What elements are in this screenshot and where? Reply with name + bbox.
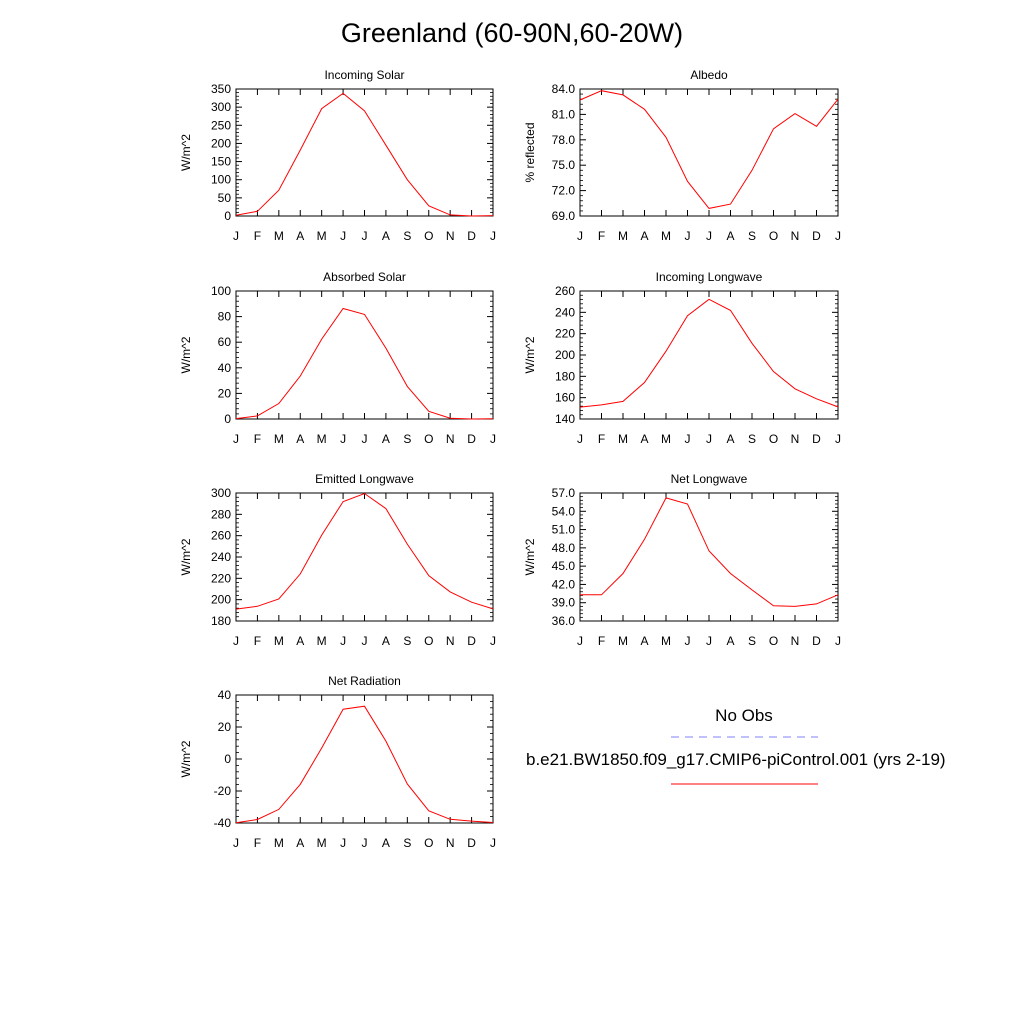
x-tick-label: A bbox=[726, 634, 735, 648]
data-point bbox=[751, 169, 753, 171]
x-tick-label: A bbox=[640, 229, 649, 243]
x-tick-label: F bbox=[597, 229, 606, 243]
data-point bbox=[406, 543, 408, 545]
data-point bbox=[470, 601, 472, 603]
data-point bbox=[235, 417, 237, 419]
x-tick-label: N bbox=[445, 229, 455, 243]
panel-1 bbox=[179, 68, 496, 243]
y-tick-label: 200 bbox=[210, 136, 231, 151]
x-tick-label: J bbox=[684, 432, 691, 446]
data-point bbox=[600, 404, 602, 406]
data-point bbox=[794, 605, 796, 607]
x-tick-label: M bbox=[273, 432, 284, 446]
data-point bbox=[772, 605, 774, 607]
data-point bbox=[600, 594, 602, 596]
y-tick-label: 75.0 bbox=[551, 158, 575, 173]
data-point bbox=[385, 740, 387, 742]
panel-4 bbox=[523, 270, 841, 446]
x-tick-label: N bbox=[445, 634, 455, 648]
x-tick-label: S bbox=[403, 229, 412, 243]
series-line bbox=[580, 498, 838, 607]
data-point bbox=[643, 108, 645, 110]
panel-3 bbox=[179, 270, 496, 446]
x-tick-label: M bbox=[316, 836, 327, 850]
data-point bbox=[772, 370, 774, 372]
y-tick-label: 180 bbox=[210, 614, 231, 628]
y-tick-label: 260 bbox=[210, 528, 231, 543]
x-tick-label: N bbox=[790, 634, 800, 648]
y-tick-label: 180 bbox=[554, 369, 575, 384]
x-tick-label: A bbox=[296, 836, 305, 850]
x-tick-label: D bbox=[467, 432, 476, 446]
x-tick-label: F bbox=[253, 432, 262, 446]
x-tick-label: F bbox=[253, 634, 262, 648]
y-tick-label: 140 bbox=[554, 412, 575, 426]
panel-5 bbox=[179, 472, 496, 648]
data-point bbox=[600, 89, 602, 91]
y-tick-label: 80 bbox=[217, 309, 231, 324]
x-tick-label: M bbox=[661, 229, 671, 243]
data-point bbox=[278, 402, 280, 404]
y-tick-label: 220 bbox=[210, 571, 231, 586]
data-point bbox=[470, 418, 472, 420]
data-point bbox=[385, 144, 387, 146]
data-point bbox=[708, 207, 710, 209]
x-tick-label: J bbox=[490, 432, 496, 446]
data-point bbox=[492, 608, 494, 610]
x-tick-label: O bbox=[768, 229, 779, 243]
x-tick-label: J bbox=[340, 229, 347, 243]
data-point bbox=[299, 375, 301, 377]
data-point bbox=[492, 418, 494, 420]
x-tick-label: J bbox=[490, 634, 496, 648]
x-tick-label: M bbox=[273, 836, 284, 850]
y-axis-label: W/m^2 bbox=[179, 336, 193, 374]
y-tick-label: 300 bbox=[210, 486, 231, 500]
series-line bbox=[580, 299, 838, 407]
data-point bbox=[299, 783, 301, 785]
plot-frame bbox=[580, 493, 838, 621]
y-tick-label: 20 bbox=[217, 386, 231, 401]
data-point bbox=[320, 747, 322, 749]
data-point bbox=[470, 820, 472, 822]
x-tick-label: J bbox=[490, 836, 496, 850]
data-point bbox=[686, 503, 688, 505]
y-axis-label: W/m^2 bbox=[179, 538, 193, 576]
data-point bbox=[342, 500, 344, 502]
data-point bbox=[751, 342, 753, 344]
data-point bbox=[470, 215, 472, 217]
plot-frame bbox=[236, 493, 493, 621]
x-tick-label: J bbox=[706, 229, 712, 243]
x-tick-label: D bbox=[467, 634, 476, 648]
data-point bbox=[492, 214, 494, 216]
x-tick-label: M bbox=[618, 229, 628, 243]
y-axis-label: % reflected bbox=[523, 122, 537, 183]
y-tick-label: 60 bbox=[217, 335, 231, 350]
x-tick-label: S bbox=[747, 432, 757, 446]
x-tick-label: J bbox=[233, 432, 239, 446]
data-point bbox=[235, 821, 237, 823]
y-tick-label: 0 bbox=[224, 752, 231, 766]
y-axis-label: W/m^2 bbox=[179, 134, 193, 171]
plot-frame bbox=[580, 291, 838, 419]
x-tick-label: O bbox=[768, 634, 779, 648]
data-point bbox=[449, 591, 451, 593]
data-point bbox=[751, 589, 753, 591]
data-point bbox=[320, 107, 322, 109]
x-tick-label: M bbox=[316, 229, 327, 243]
data-point bbox=[579, 406, 581, 408]
y-tick-label: 72.0 bbox=[551, 183, 575, 198]
x-tick-label: J bbox=[577, 634, 583, 648]
x-tick-label: J bbox=[577, 229, 583, 243]
x-tick-label: D bbox=[467, 229, 476, 243]
y-tick-label: 150 bbox=[210, 154, 231, 169]
data-point bbox=[643, 381, 645, 383]
y-tick-label: 69.0 bbox=[551, 209, 575, 223]
x-tick-label: S bbox=[747, 634, 757, 648]
x-tick-label: J bbox=[361, 432, 368, 446]
y-tick-label: 240 bbox=[210, 550, 231, 564]
data-point bbox=[729, 572, 731, 574]
x-tick-label: J bbox=[361, 836, 368, 850]
plot-frame bbox=[580, 89, 838, 216]
x-tick-label: M bbox=[618, 634, 628, 648]
data-point bbox=[428, 810, 430, 812]
x-tick-label: A bbox=[381, 229, 390, 243]
y-tick-label: 200 bbox=[554, 348, 575, 362]
data-point bbox=[665, 136, 667, 138]
y-tick-label: 260 bbox=[554, 284, 575, 298]
data-point bbox=[278, 598, 280, 600]
data-point bbox=[686, 180, 688, 182]
x-tick-label: D bbox=[812, 229, 821, 243]
panel-2 bbox=[523, 68, 841, 243]
x-tick-label: J bbox=[361, 229, 368, 243]
y-tick-label: 350 bbox=[210, 82, 231, 96]
y-tick-label: 78.0 bbox=[551, 132, 575, 147]
data-point bbox=[428, 205, 430, 207]
x-tick-label: J bbox=[577, 432, 583, 446]
x-tick-label: F bbox=[597, 432, 606, 446]
x-tick-label: O bbox=[768, 432, 779, 446]
y-tick-label: 50 bbox=[217, 190, 231, 205]
figure-title: Greenland (60-90N,60-20W) bbox=[340, 18, 684, 48]
y-tick-label: 100 bbox=[210, 284, 231, 298]
data-point bbox=[406, 179, 408, 181]
panel-title: Net Longwave bbox=[670, 472, 748, 486]
y-tick-label: 81.0 bbox=[551, 107, 575, 122]
data-point bbox=[278, 808, 280, 810]
x-tick-label: O bbox=[424, 229, 434, 243]
y-tick-label: -20 bbox=[213, 784, 231, 798]
y-tick-label: 300 bbox=[210, 100, 231, 115]
data-point bbox=[363, 110, 365, 112]
x-tick-label: M bbox=[316, 634, 327, 648]
data-point bbox=[729, 309, 731, 311]
y-tick-label: 220 bbox=[554, 326, 575, 341]
data-point bbox=[837, 406, 839, 408]
y-tick-label: 84.0 bbox=[551, 82, 575, 96]
x-tick-label: J bbox=[233, 634, 239, 648]
panel-title: Albedo bbox=[690, 68, 728, 82]
data-point bbox=[579, 594, 581, 596]
data-point bbox=[428, 574, 430, 576]
x-tick-label: M bbox=[661, 634, 671, 648]
x-tick-label: N bbox=[445, 836, 455, 850]
x-tick-label: N bbox=[445, 432, 455, 446]
x-tick-label: J bbox=[835, 634, 841, 648]
x-tick-label: J bbox=[684, 229, 691, 243]
data-point bbox=[492, 821, 494, 823]
plot-frame bbox=[236, 89, 493, 216]
y-tick-label: 160 bbox=[554, 390, 575, 405]
y-axis-label: W/m^2 bbox=[523, 538, 537, 576]
x-tick-label: S bbox=[403, 836, 412, 850]
y-tick-label: 0 bbox=[224, 209, 231, 223]
y-tick-label: 20 bbox=[217, 720, 231, 734]
data-point bbox=[256, 415, 258, 417]
x-tick-label: M bbox=[273, 634, 284, 648]
x-tick-label: O bbox=[424, 836, 434, 850]
y-axis-label: W/m^2 bbox=[179, 740, 193, 778]
data-point bbox=[708, 550, 710, 552]
x-tick-label: D bbox=[812, 634, 821, 648]
data-point bbox=[235, 214, 237, 216]
y-tick-label: 200 bbox=[210, 592, 231, 607]
data-point bbox=[385, 347, 387, 349]
data-point bbox=[665, 350, 667, 352]
data-point bbox=[385, 507, 387, 509]
legend-run-label: b.e21.BW1850.f09_g17.CMIP6-piControl.001 (yrs 2-19) bbox=[526, 750, 946, 769]
data-point bbox=[837, 594, 839, 596]
data-point bbox=[256, 210, 258, 212]
x-tick-label: A bbox=[381, 836, 390, 850]
series-line bbox=[580, 91, 838, 209]
panel-title: Emitted Longwave bbox=[315, 472, 414, 486]
x-tick-label: N bbox=[790, 432, 800, 446]
x-tick-label: N bbox=[790, 229, 800, 243]
y-tick-label: 280 bbox=[210, 507, 231, 522]
y-tick-label: 40 bbox=[217, 360, 231, 375]
y-tick-label: 48.0 bbox=[551, 540, 575, 555]
y-tick-label: 100 bbox=[210, 172, 231, 187]
legend-no-obs-label: No Obs bbox=[715, 706, 773, 725]
x-tick-label: J bbox=[835, 229, 841, 243]
x-tick-label: D bbox=[467, 836, 476, 850]
data-point bbox=[449, 214, 451, 216]
y-tick-label: 51.0 bbox=[551, 522, 575, 537]
x-tick-label: A bbox=[296, 432, 305, 446]
data-point bbox=[837, 98, 839, 100]
data-point bbox=[363, 492, 365, 494]
data-point bbox=[622, 400, 624, 402]
data-point bbox=[278, 189, 280, 191]
x-tick-label: A bbox=[381, 432, 390, 446]
data-point bbox=[622, 94, 624, 96]
x-tick-label: A bbox=[296, 634, 305, 648]
y-axis-label: W/m^2 bbox=[523, 336, 537, 374]
data-point bbox=[815, 603, 817, 605]
x-tick-label: J bbox=[233, 836, 239, 850]
data-point bbox=[794, 112, 796, 114]
panel-6 bbox=[523, 472, 841, 648]
y-tick-label: 240 bbox=[554, 305, 575, 320]
panel-7 bbox=[179, 674, 496, 850]
data-point bbox=[579, 99, 581, 101]
x-tick-label: A bbox=[726, 432, 735, 446]
plot-frame bbox=[236, 291, 493, 419]
x-tick-label: A bbox=[726, 229, 735, 243]
x-tick-label: D bbox=[812, 432, 821, 446]
data-point bbox=[665, 497, 667, 499]
data-point bbox=[643, 538, 645, 540]
data-point bbox=[708, 298, 710, 300]
data-point bbox=[449, 818, 451, 820]
x-tick-label: J bbox=[706, 432, 712, 446]
x-tick-label: J bbox=[490, 229, 496, 243]
y-tick-label: 40 bbox=[217, 688, 231, 702]
data-point bbox=[342, 307, 344, 309]
series-line bbox=[236, 494, 493, 610]
x-tick-label: J bbox=[835, 432, 841, 446]
x-tick-label: J bbox=[340, 634, 347, 648]
y-tick-label: 0 bbox=[224, 412, 231, 426]
y-tick-label: 39.0 bbox=[551, 595, 575, 610]
x-tick-label: M bbox=[316, 432, 327, 446]
x-tick-label: F bbox=[253, 229, 262, 243]
panel-title: Incoming Longwave bbox=[655, 270, 763, 284]
series-line bbox=[236, 309, 493, 420]
panel-title: Net Radiation bbox=[328, 674, 401, 688]
data-point bbox=[406, 783, 408, 785]
data-point bbox=[686, 315, 688, 317]
y-tick-label: 42.0 bbox=[551, 577, 575, 592]
y-tick-label: 250 bbox=[210, 118, 231, 133]
x-tick-label: M bbox=[273, 229, 284, 243]
y-tick-label: -40 bbox=[213, 816, 231, 830]
panel-title: Incoming Solar bbox=[324, 68, 405, 82]
panel-title: Absorbed Solar bbox=[323, 270, 406, 284]
x-tick-label: J bbox=[340, 432, 347, 446]
x-tick-label: J bbox=[340, 836, 347, 850]
x-tick-label: F bbox=[597, 634, 606, 648]
data-point bbox=[256, 605, 258, 607]
x-tick-label: F bbox=[253, 836, 262, 850]
data-point bbox=[235, 608, 237, 610]
data-point bbox=[299, 573, 301, 575]
data-point bbox=[320, 338, 322, 340]
x-tick-label: A bbox=[640, 634, 649, 648]
data-point bbox=[815, 398, 817, 400]
data-point bbox=[815, 125, 817, 127]
data-point bbox=[406, 385, 408, 387]
data-point bbox=[320, 534, 322, 536]
data-point bbox=[256, 818, 258, 820]
y-tick-label: 57.0 bbox=[551, 486, 575, 500]
x-tick-label: O bbox=[424, 634, 434, 648]
y-tick-label: 45.0 bbox=[551, 559, 575, 574]
data-point bbox=[772, 128, 774, 130]
y-tick-label: 54.0 bbox=[551, 504, 575, 519]
data-point bbox=[342, 92, 344, 94]
x-tick-label: A bbox=[296, 229, 305, 243]
x-tick-label: A bbox=[381, 634, 390, 648]
data-point bbox=[794, 388, 796, 390]
x-tick-label: M bbox=[661, 432, 671, 446]
data-point bbox=[729, 203, 731, 205]
y-tick-label: 36.0 bbox=[551, 614, 575, 628]
data-point bbox=[449, 417, 451, 419]
x-tick-label: J bbox=[233, 229, 239, 243]
data-point bbox=[622, 572, 624, 574]
x-tick-label: J bbox=[706, 634, 712, 648]
data-point bbox=[363, 313, 365, 315]
x-tick-label: O bbox=[424, 432, 434, 446]
x-tick-label: A bbox=[640, 432, 649, 446]
x-tick-label: S bbox=[403, 634, 412, 648]
x-tick-label: M bbox=[618, 432, 628, 446]
x-tick-label: J bbox=[361, 634, 368, 648]
x-tick-label: S bbox=[403, 432, 412, 446]
data-point bbox=[428, 410, 430, 412]
data-point bbox=[299, 149, 301, 151]
x-tick-label: S bbox=[747, 229, 757, 243]
x-tick-label: J bbox=[684, 634, 691, 648]
